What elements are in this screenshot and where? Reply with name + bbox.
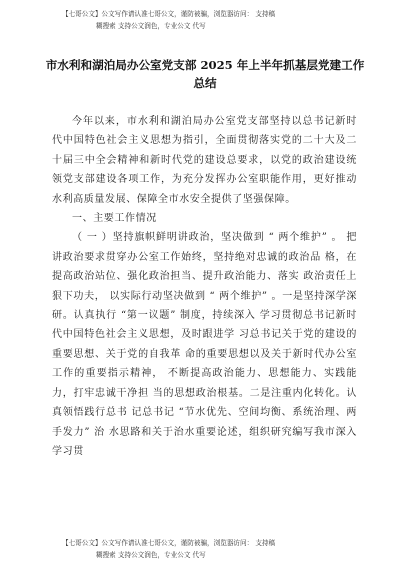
banner-bottom-line1: 【七哥公文】公文写作请认准七哥公文，谨防被骗，浏览器访问： 支持稿 xyxy=(62,539,276,547)
document-body xyxy=(52,112,357,461)
watermark-banner-bottom xyxy=(62,537,362,561)
intro-paragraph: 今年以来，市水利和湖泊局办公室党支部坚持以总书记新时代中国特色社会主义思想为指引，全面贯彻落实党的二十大及二十届三中全会精神和新时代党的建设总要求，以党的政治建设统领党支部建设各项工作，为充分发挥办公室职能作用，更好推动水利高质量发展、保障全市水安全提供了坚强保障。 xyxy=(52,116,357,205)
banner-top-line2: 糊搜索 支持公文润色，专业公文 代写 xyxy=(96,22,206,30)
section-heading: 一、主要工作情况 xyxy=(72,213,157,225)
document-title: 市水利和湖泊局办公室党支部 2025 年上半年抓基层党建工作总结 xyxy=(45,58,365,90)
watermark-banner-top xyxy=(62,8,362,32)
body-paragraph: （ 一 ）坚持旗帜鲜明讲政治，坚决做到 “ 两个维护” 。 把讲政治要求贯穿办公室工作始终，坚持绝对忠诚的政治品 格，在提高政治站位、强化政治担当、提升政治能力、落实 政治责任上狠下功夫， 以实际行动坚决做到 “ 两个维护” 。一是坚持深学深研。认真执行 “第一议题” 制度，持续深入 学习贯彻总书记新时代中国特色社会主义思想，及时跟进学 习总书记关于党的建设的重要思想、关于党的自我革 命的重要思想以及关于新时代办公室工作的重要指示精神， 不断提高政治能力、思想能力、实践能力，打牢忠诚干净担 当的思想政治根基。二是注重内化转化。认真领悟践行总书 记总书记 “节水优先、空间均衡、系统治理、两手发力” 治 水思路和关于治水重要论述，组织研究编写我市深入学习贯 xyxy=(52,232,357,457)
banner-bottom-line2: 糊搜索 支持公文润色，专业公文 代写 xyxy=(96,551,206,559)
banner-top-line1: 【七哥公文】公文写作请认准七哥公文，谨防被骗，浏览器访问： 支持稿 xyxy=(62,10,276,18)
